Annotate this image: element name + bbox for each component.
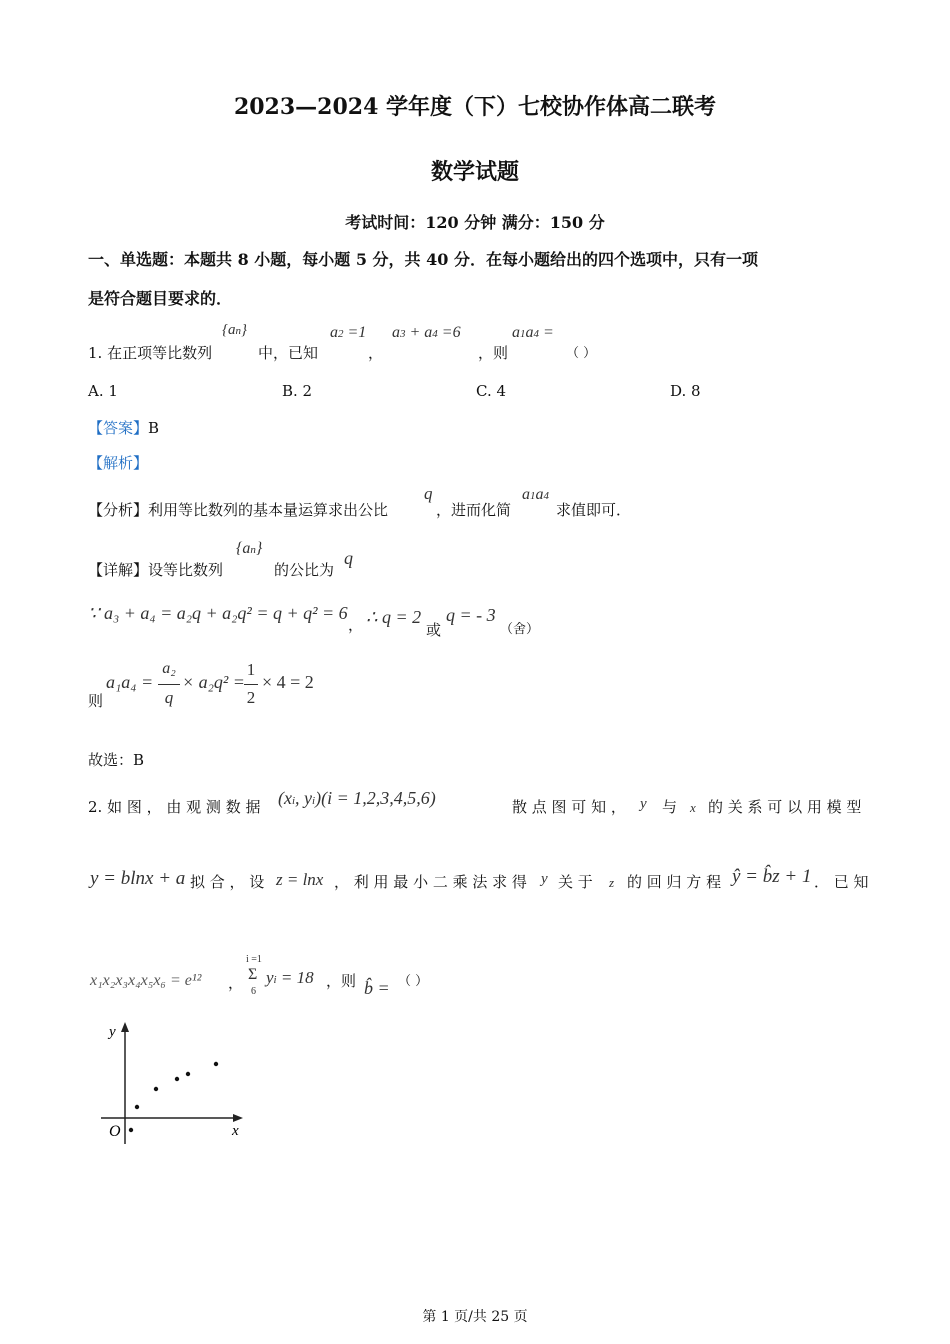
q1-eq2-frac-num: a₂ — [162, 660, 176, 677]
q2-line1-text: 2. 如 图 ， 由 观 测 数 据 — [88, 798, 261, 816]
q1-eq1-or: 或 — [426, 621, 442, 639]
q1-fenxi-text3: 求值即可． — [556, 501, 632, 519]
origin-label: O — [109, 1123, 121, 1140]
q1-fenxi-q: q — [424, 484, 433, 503]
q2-line1-data: (xi, yi)(i = 1,2,3,4,5,6) — [278, 788, 436, 808]
q1-fenxi-text2: ，进而化简 — [436, 501, 512, 519]
q1-detail-text2: 的公比为 — [274, 561, 335, 579]
q2-line3-sum-body: yi = 18 — [266, 968, 314, 987]
scatter-point — [154, 1087, 158, 1091]
q1-analysis-tag: 【解析】 — [88, 454, 149, 472]
q2-line3-prod: x₁x₂x₃x₄x₅x₆ = e¹² — [90, 972, 202, 989]
q1-option-b: B. 2 — [282, 382, 313, 400]
q2-line3-sep: ， — [228, 974, 244, 992]
q2-line2-text1: 拟 合 ， 设 — [190, 873, 265, 891]
q1-stem-text2: 中，已知 — [258, 344, 319, 362]
q1-fenxi-text1: 【分析】利用等比数列的基本量运算求出公比 — [88, 501, 389, 519]
q1-cond2: a3 + a4 =6 — [392, 324, 461, 341]
q1-cond1: a2 =1 — [330, 324, 367, 341]
exam-title: 2023—2024 学年度（下）七校协作体高二联考 — [233, 94, 717, 120]
q2-line1-x: x — [690, 800, 696, 815]
q1-eq2-frac-den: q — [164, 688, 174, 707]
scatter-point — [175, 1077, 179, 1081]
q2-line2-y: y — [541, 871, 548, 887]
q2-line2-text3: 的 回 归 方 程 — [627, 873, 722, 891]
q1-eq1: ∵ a₃ + a₄ = a₂q + a₂q² = q + q² = 6 — [88, 603, 348, 623]
q2-line2-model: y = blnx + a — [90, 868, 186, 889]
q1-eq2-mid: × a₂q² = — [182, 672, 245, 692]
q2-line3-sum-bot: 6 — [251, 986, 256, 997]
q2-line2-about: 关 于 — [558, 873, 593, 891]
q2-line3-ask: b̂ = — [364, 978, 390, 998]
q1-eq2-left: a₁a₄ = — [106, 672, 154, 692]
x-axis-label: x — [232, 1123, 239, 1139]
q1-comma: ， — [368, 344, 384, 362]
exam-info: 考试时间：120 分钟 满分：150 分 — [345, 213, 605, 232]
q2-line3-sum-top: i =1 — [246, 954, 262, 965]
q1-seq: {an} — [222, 322, 247, 338]
q1-ask: a1a4 = — [512, 324, 554, 341]
q2-line3-then: ，则 — [326, 972, 357, 990]
q1-option-c: C. 4 — [476, 382, 507, 400]
q1-stem-text1: 1. 在正项等比数列 — [88, 344, 213, 362]
q1-detail-text1: 【详解】设等比数列 — [88, 561, 224, 579]
q1-eq2-frac-bar — [158, 684, 180, 685]
q2-line1-and: 与 — [662, 798, 678, 816]
q2-line2-z: z — [609, 875, 615, 890]
q2-scatter-figure — [95, 1018, 255, 1148]
scatter-point — [186, 1072, 190, 1076]
y-axis-arrow — [121, 1022, 129, 1032]
q2-line3-sum: Σ — [248, 966, 258, 983]
q1-conclusion: 故选：B — [88, 751, 145, 769]
q1-eq1c: q = - 3 — [446, 605, 496, 625]
q1-paren: （ ） — [566, 346, 597, 361]
y-axis-label: y — [109, 1024, 116, 1040]
q1-eq1b: ∴ q = 2 — [366, 607, 422, 627]
q2-line2-sub: z = lnx — [276, 870, 324, 889]
q2-line2-text2: ， 利 用 最 小 二 乘 法 求 得 — [334, 873, 527, 891]
q1-option-d: D. 8 — [670, 382, 701, 400]
q1-detail-q: q — [344, 548, 353, 568]
q1-answer: 【答案】B — [88, 419, 160, 437]
q2-line3-paren: （ ） — [398, 974, 429, 989]
q1-option-a: A. 1 — [88, 382, 118, 400]
q1-eq2-prefix: 则 — [88, 692, 104, 710]
q2-line2-text4: ． 已 知 — [814, 873, 869, 891]
section-heading-line1: 一、单选题：本题共 8 小题，每小题 5 分，共 40 分．在每小题给出的四个选项中，只有一项 — [88, 250, 758, 269]
q2-line2-eq: ŷ = b̂z + 1 — [732, 866, 812, 887]
q1-stem-text3: ，则 — [478, 344, 509, 362]
q1-eq2-frac2-bar — [244, 684, 258, 685]
q2-line1-text2: 散 点 图 可 知 ， — [512, 798, 626, 816]
q1-detail-seq: {an} — [236, 540, 263, 557]
q2-line1-text3: 的 关 系 可 以 用 模 型 — [708, 798, 862, 816]
scatter-point — [214, 1062, 218, 1066]
page-footer: 第 1 页/共 25 页 — [422, 1309, 528, 1325]
scatter-point — [135, 1105, 139, 1109]
scatter-point — [129, 1128, 133, 1132]
q1-eq2-frac2-den: 2 — [246, 688, 256, 707]
q1-eq1-sep: ， — [348, 616, 364, 634]
section-heading-line2: 是符合题目要求的． — [88, 289, 233, 308]
q2-line1-y: y — [640, 796, 647, 812]
q1-eq2-right: × 4 = 2 — [262, 672, 314, 692]
x-axis-arrow — [233, 1114, 243, 1122]
q1-eq2-frac2-num: 1 — [246, 660, 256, 679]
q1-fenxi-a1a4: a1a4 — [522, 486, 549, 503]
subject-title: 数学试题 — [430, 159, 519, 185]
q1-eq1-note: （舍） — [500, 622, 540, 637]
